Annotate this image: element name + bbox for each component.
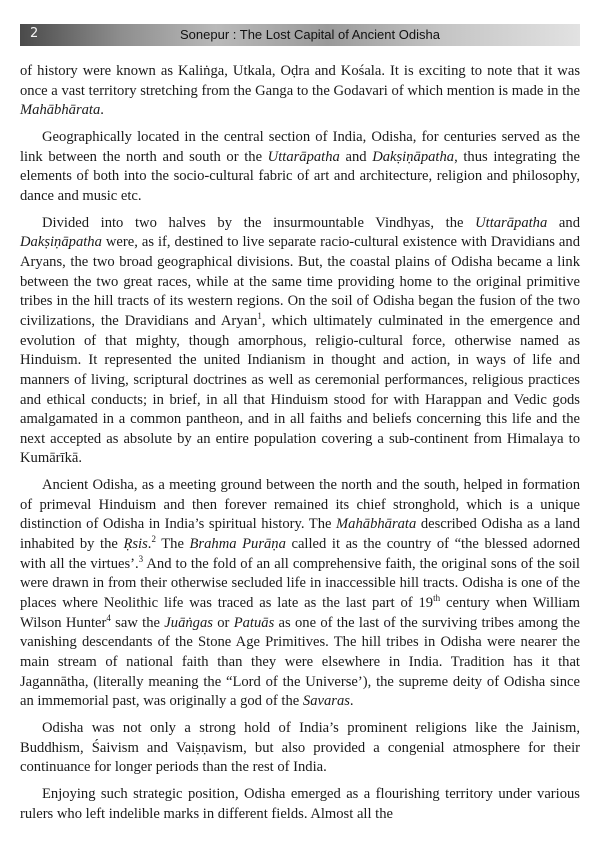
page-number: 2 [30, 26, 39, 41]
italic-term: Ṛsis [123, 536, 148, 553]
text-run: of history were known as Kaliṅga, Utkala, Oḍra and Kośala. It is exciting to note that it was once a vast territory stretching from the Ganga to the Godavari of which mention is made in the [20, 63, 580, 99]
text-run: , thus integrating the elements of both into the socio-cultural fabric of art and architecture, religion and philosophy, dance and music etc. [20, 148, 580, 204]
text-run: Odisha was not only a strong hold of India’s prominent religions like the Jainism, Buddhism, Śaivism and Vaiṣṇavism, but also provided a congenial atmosphere for their continuance for longer periods than the rest of India. [20, 720, 580, 776]
text-run: Ancient Odisha, as a meeting ground between the north and the south, helped in formation of primeval Hinduism and then forever remained its chief stronghold, which is a unique distinction of Odisha in India’s spiritual history. The [20, 477, 580, 533]
paragraph-4 [20, 476, 580, 712]
text-run: and [547, 214, 580, 231]
italic-term: Uttarāpatha [267, 148, 340, 165]
text-run: The [155, 536, 190, 553]
footnote-ref: 4 [106, 612, 111, 623]
text-run: described Odisha as a land inhabited by the [20, 516, 581, 553]
italic-term: Uttarāpatha [475, 214, 548, 231]
text-run: as one of the last of the surviving tribes among the vanishing descendants of the Stone Age Primitives. The hill tribes in Odisha were nearer the main stream of national faith than they were elsewhere in India. Tradition has it that Jagannātha, (literally meaning the “Lord of the Universe’), the supreme deity of Odisha since an immemorial past, was originally a god of the [20, 614, 580, 710]
paragraph-6 [20, 785, 580, 824]
paragraph-3 [20, 214, 580, 470]
text-run: , which ultimately culminated in the emergence and evolution of that mighty, though amorphous, religio-cultural force, otherwise named as Hinduism. It represented the united Indianism in thought and action, in ways of life and manners of living, scriptural doctrines as well as ceremonial performances, religious practices and ethical conducts; in brief, in all that Hinduism stood for with Harappan and Vedic gods amalgamated in a common pantheon, and in all faiths and beliefs concerning this life and the next accepted as absolute by an entire population covering a sub-continent from Himalaya to Kumārīkā. [20, 312, 581, 467]
italic-term: Savaras [302, 693, 350, 710]
text-run: saw the [110, 614, 165, 631]
text-run: . [349, 693, 354, 710]
italic-term: Mahābhārata [336, 516, 417, 533]
italic-term: Patuās [233, 614, 275, 631]
text-run: century when William Wilson Hunter [20, 595, 581, 631]
running-header [20, 24, 580, 46]
italic-term: Brahma Purāṇa [189, 536, 286, 553]
text-run: . [100, 102, 104, 119]
italic-term: Dakṣiṇāpatha [372, 148, 455, 165]
paragraph-2 [20, 128, 580, 207]
footnote-ref: 3 [138, 553, 144, 564]
running-title: Sonepur : The Lost Capital of Ancient Odisha [180, 27, 440, 42]
text-run: And to the fold of an all comprehensive faith, the original sons of the soil were drawn in from their otherwise secluded life in inaccessible hill tracts. Odisha is one of the places where Neolithic life was traced as late as the last part of 19 [20, 555, 580, 612]
text-run: were, as if, destined to live separate racio-cultural existence with Dravidians and Aryans, the two broad geographical divisions. But, the coastal plains of Odisha became a link between the two great races, while at the same time providing home to the original primitive tribes in the hill tracts of its western regions. On the soil of Odisha began the fusion of the two civilizations, the Dravidians and Aryan [20, 234, 580, 329]
text-run: Enjoying such strategic position, Odisha emerged as a flourishing territory under various rulers who left indelible marks in different fields. Almost all the [20, 785, 580, 822]
footnote-ref: th [433, 593, 441, 604]
footnote-ref: 2 [151, 534, 156, 545]
italic-term: Mahābhārata [20, 102, 101, 119]
text-run: called it as the country of “the blessed adorned with all the virtues’. [20, 536, 580, 572]
body-text [20, 62, 580, 831]
italic-term: Juāṅgas [164, 614, 213, 631]
text-run: Geographically located in the central section of India, Odisha, for centuries served as the link between the north and south or the [20, 128, 580, 165]
text-run: . [147, 536, 152, 553]
text-run: and [339, 148, 373, 165]
paragraph-1 [20, 62, 580, 121]
paragraph-5 [20, 719, 580, 778]
text-run: Divided into two halves by the insurmountable Vindhyas, the [42, 214, 476, 231]
text-run: or [212, 614, 234, 631]
italic-term: Dakṣiṇāpatha [20, 234, 102, 251]
footnote-ref: 1 [257, 311, 262, 322]
